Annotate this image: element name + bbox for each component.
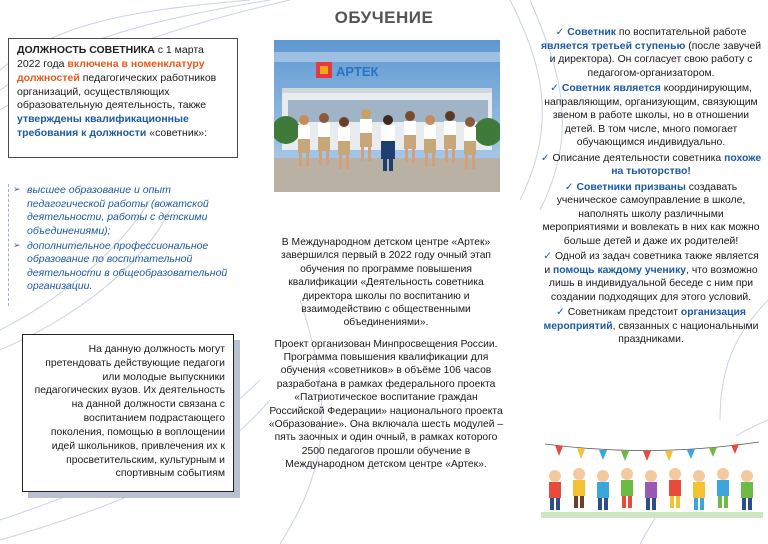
checkmark-icon: ✓: [543, 251, 552, 263]
position-nomenclature-highlight: включена в номенклатуру должностей: [17, 57, 205, 84]
candidates-note-text: На данную должность могут претендовать действующие педагоги или молодые выпускники педагогических вузов. Их деятельность на данной должности связана с воспитанием подрастающего поколения, помощью в воплощении идей школьников, привлечения их к просветительским, культурным и спортивным событиям: [34, 344, 225, 480]
position-info-box: [8, 38, 238, 158]
position-heading: ДОЛЖНОСТЬ СОВЕТНИКА: [17, 44, 155, 56]
checkmark-icon: ✓: [555, 27, 565, 38]
checkmark-icon: ✓: [564, 181, 574, 193]
artek-training-text: [268, 236, 504, 479]
fact-highlight: похоже на тьюторство!: [611, 152, 762, 178]
fact-text: Одной из задач советника также является и: [544, 251, 759, 276]
artek-paragraph-2: Проект организован Минпросвещения России. Программа повышения квалификации для обучения «советников» в объёме 106 часов разработана в рамках федерального проекта «Патриотическое воспитание граждан Российской Федерации» национального проекта «Образование». Она включала шесть модулей – пять заочных и один очный, в рамках которого 2500 педагогов прошли обучение в Международном детском центре «Артек».: [268, 338, 504, 470]
checkmark-icon: ✓: [550, 83, 559, 95]
fact-item: [540, 26, 762, 80]
list-item: [13, 239, 238, 295]
requirement-text: дополнительное профессиональное образование по воспитательной деятельности в общеобразовательной организации.: [27, 239, 228, 293]
fact-item: [540, 181, 762, 249]
arrow-bullet-icon: ➢: [13, 239, 21, 250]
position-date-text: с 1 марта 2022 года: [17, 44, 204, 70]
artek-sign-text: АРТЕК: [336, 64, 379, 79]
kids-parade-illustration: [541, 436, 763, 518]
requirements-list: [8, 184, 238, 306]
kids-drawing: [541, 436, 763, 518]
fact-item: [540, 250, 762, 304]
artek-group-photo: [274, 40, 500, 192]
fact-text: создавать ученическое самоуправление в школе, наполнять школу различными мероприятиями и вовлекать в них как можно больше детей и даже их родителей!: [542, 181, 760, 247]
fact-highlight: Советник является: [561, 83, 661, 95]
fact-highlight: Советник: [567, 27, 616, 38]
requirement-text: высшее образование и опыт педагогической работы (вожатской деятельности, работы с детскими объединениями);: [27, 184, 209, 237]
page-title: ОБУЧЕНИЕ: [334, 8, 434, 27]
fact-text: Описание деятельности советника: [552, 152, 725, 164]
fact-text: Советникам предстоит: [567, 307, 681, 319]
checkmark-icon: ✓: [540, 152, 550, 164]
photo-illustration: [274, 40, 500, 192]
fact-item: [540, 82, 762, 150]
fact-highlight: помощь каждому ученику: [553, 264, 687, 276]
position-requirements-highlight: утверждены квалификационные требования к должности: [17, 113, 189, 140]
fact-text: координирующим, направляющим, организующим, связующим звеном в работе школы, но в отношении детей. В том числе, много помогает обучающимся индивидуально.: [544, 83, 758, 149]
candidates-note-box: [22, 334, 234, 492]
fact-item: [540, 152, 762, 179]
artek-paragraph-1: В Международном детском центре «Артек» завершился первый в 2022 году очный этап обучения по программе повышения квалификации «Деятельность советника директора школы по воспитанию и взаимодействию с общественными объединениями».: [280, 237, 491, 329]
position-advisor-text: «советник»:: [146, 127, 208, 140]
fact-text: (после завучей и директора). Он согласует свою работу с педагогом-организатором.: [549, 40, 762, 79]
position-body-text: педагогических работников организаций, осуществляющих образовательную деятельность, также: [17, 71, 217, 112]
fact-highlight: организация мероприятий: [543, 307, 746, 332]
fact-highlight: является третьей ступенью: [540, 40, 686, 52]
advisor-facts-column: [540, 26, 762, 349]
list-item: [13, 184, 238, 239]
fact-highlight: Советники призваны: [576, 181, 686, 193]
fact-text: , связанных с национальными праздниками.: [612, 320, 759, 346]
checkmark-icon: ✓: [556, 307, 565, 319]
arrow-bullet-icon: ➢: [13, 184, 21, 194]
fact-text: , что возможно лишь в индивидуальной беседе с ним при создании подходящих для этого условий.: [548, 264, 758, 303]
fact-item: [540, 306, 762, 347]
fact-text: по воспитательной работе: [616, 27, 747, 38]
